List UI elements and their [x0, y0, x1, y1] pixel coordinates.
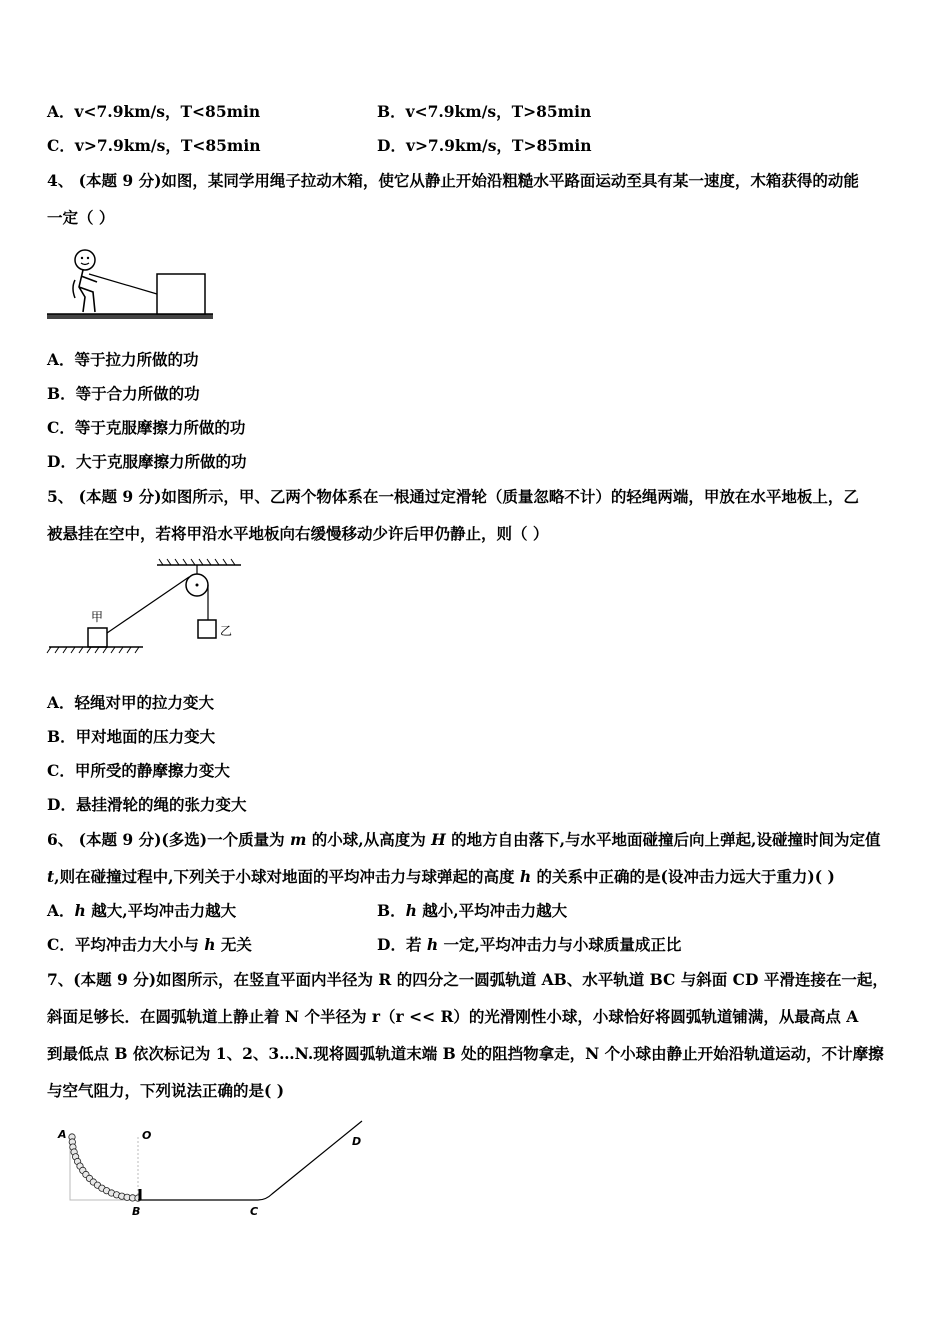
- q6-option-d: D．若 h 一定,平均冲击力与小球质量成正比: [377, 935, 682, 954]
- q4-option-c: C．等于克服摩擦力所做的功: [47, 418, 246, 437]
- q7-label-o: O: [142, 1129, 152, 1142]
- q3-option-a: A．v<7.9km/s，T<85min: [47, 102, 261, 121]
- q7-figure-arc-track-balls: [50, 1115, 380, 1220]
- q7-stem-line1: 7、(本题 9 分)如图所示，在竖直平面内半径为 R 的四分之一圆弧轨道 AB、水平轨道 BC 与斜面 CD 平滑连接在一起，: [47, 970, 888, 989]
- q7-label-a: A: [58, 1128, 67, 1141]
- q5-option-b: B．甲对地面的压力变大: [47, 727, 216, 746]
- q4-option-a: A．等于拉力所做的功: [47, 350, 199, 369]
- q6-stem-line2: t,则在碰撞过程中,下列关于小球对地面的平均冲击力与球弹起的高度 h 的关系中正确的是(设冲击力远大于重力)( ): [47, 867, 835, 886]
- q7-stem-line3: 到最低点 B 依次标记为 1、2、3…N.现将圆弧轨道末端 B 处的阻挡物拿走，N 个小球由静止开始沿轨道运动，不计摩擦: [47, 1044, 884, 1063]
- q7-label-c: C: [250, 1205, 259, 1218]
- q7-stem-line2: 斜面足够长．在圆弧轨道上静止着 N 个半径为 r（r << R）的光滑刚性小球，小球恰好将圆弧轨道铺满，从最高点 A: [47, 1007, 859, 1026]
- q4-stem-line2: 一定（ ）: [47, 208, 115, 227]
- q4-figure-person-pulling-box: [45, 242, 215, 324]
- q5-stem-line2: 被悬挂在空中，若将甲沿水平地板向右缓慢移动少许后甲仍静止，则（ ）: [47, 524, 549, 543]
- q7-stem-line4: 与空气阻力，下列说法正确的是( ): [47, 1081, 285, 1100]
- q7-label-b: B: [132, 1205, 141, 1218]
- q5-label-yi: 乙: [220, 624, 233, 638]
- q5-label-jia: 甲: [91, 610, 104, 624]
- q5-option-d: D．悬挂滑轮的绳的张力变大: [47, 795, 247, 814]
- q5-figure-pulley-system: [45, 557, 245, 659]
- q5-stem-line1: 5、 (本题 9 分)如图所示，甲、乙两个物体系在一根通过定滑轮（质量忽略不计）的轻绳两端，甲放在水平地板上，乙: [47, 487, 859, 506]
- q6-option-b: B．h 越小,平均冲击力越大: [377, 901, 568, 920]
- q4-option-d: D．大于克服摩擦力所做的功: [47, 452, 247, 471]
- q3-option-d: D．v>7.9km/s，T>85min: [377, 136, 592, 155]
- q3-option-b: B．v<7.9km/s，T>85min: [377, 102, 592, 121]
- q4-stem-line1: 4、 (本题 9 分)如图，某同学用绳子拉动木箱，使它从静止开始沿粗糙水平路面运动至具有某一速度，木箱获得的动能: [47, 171, 859, 190]
- q6-option-a: A．h 越大,平均冲击力越大: [47, 901, 237, 920]
- q6-option-c: C．平均冲击力大小与 h 无关: [47, 935, 252, 954]
- q7-label-d: D: [352, 1135, 362, 1148]
- q5-option-c: C．甲所受的静摩擦力变大: [47, 761, 230, 780]
- q3-option-c: C．v>7.9km/s，T<85min: [47, 136, 261, 155]
- q6-stem-line1: 6、 (本题 9 分)(多选)一个质量为 m 的小球,从高度为 H 的地方自由落下,与水平地面碰撞后向上弹起,设碰撞时间为定值: [47, 830, 881, 849]
- q4-option-b: B．等于合力所做的功: [47, 384, 200, 403]
- q5-option-a: A．轻绳对甲的拉力变大: [47, 693, 215, 712]
